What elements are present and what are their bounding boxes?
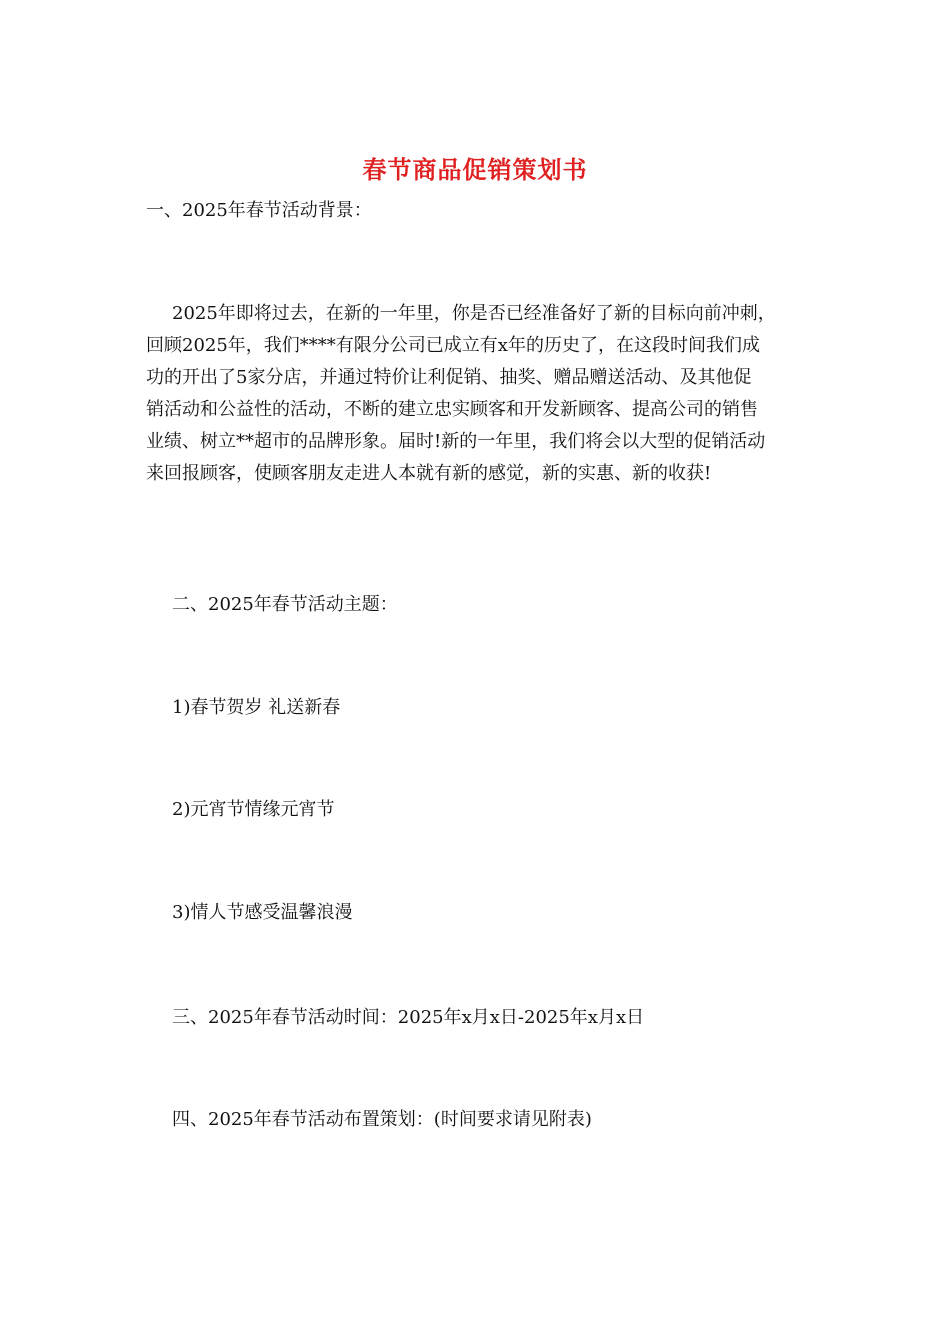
paragraph-line: 回顾2025年，我们****有限分公司已成立有x年的历史了，在这段时间我们成 xyxy=(146,335,760,356)
theme-item: 1)春节贺岁 礼送新春 xyxy=(172,697,341,718)
background-paragraph xyxy=(146,298,816,490)
paragraph-line: 来回报顾客，使顾客朋友走进人本就有新的感觉，新的实惠、新的收获! xyxy=(146,463,712,484)
theme-item: 3)情人节感受温馨浪漫 xyxy=(172,902,353,923)
document-title: 春节商品促销策划书 xyxy=(362,155,588,184)
section-heading-time: 三、2025年春节活动时间：2025年x月x日-2025年x月x日 xyxy=(172,1007,645,1028)
section-heading-theme: 二、2025年春节活动主题： xyxy=(172,594,398,615)
paragraph-line: 2025年即将过去，在新的一年里，你是否已经准备好了新的目标向前冲刺， xyxy=(172,303,776,324)
section-heading-background: 一、2025年春节活动背景： xyxy=(146,200,372,221)
paragraph-line: 业绩、树立**超市的品牌形象。届时!新的一年里，我们将会以大型的促销活动 xyxy=(146,431,766,452)
theme-item: 2)元宵节情缘元宵节 xyxy=(172,799,335,820)
paragraph-line: 销活动和公益性的活动，不断的建立忠实顾客和开发新顾客、提高公司的销售 xyxy=(146,399,758,420)
paragraph-line: 功的开出了5家分店，并通过特价让利促销、抽奖、赠品赠送活动、及其他促 xyxy=(146,367,752,388)
section-heading-plan: 四、2025年春节活动布置策划：(时间要求请见附表) xyxy=(172,1109,592,1130)
